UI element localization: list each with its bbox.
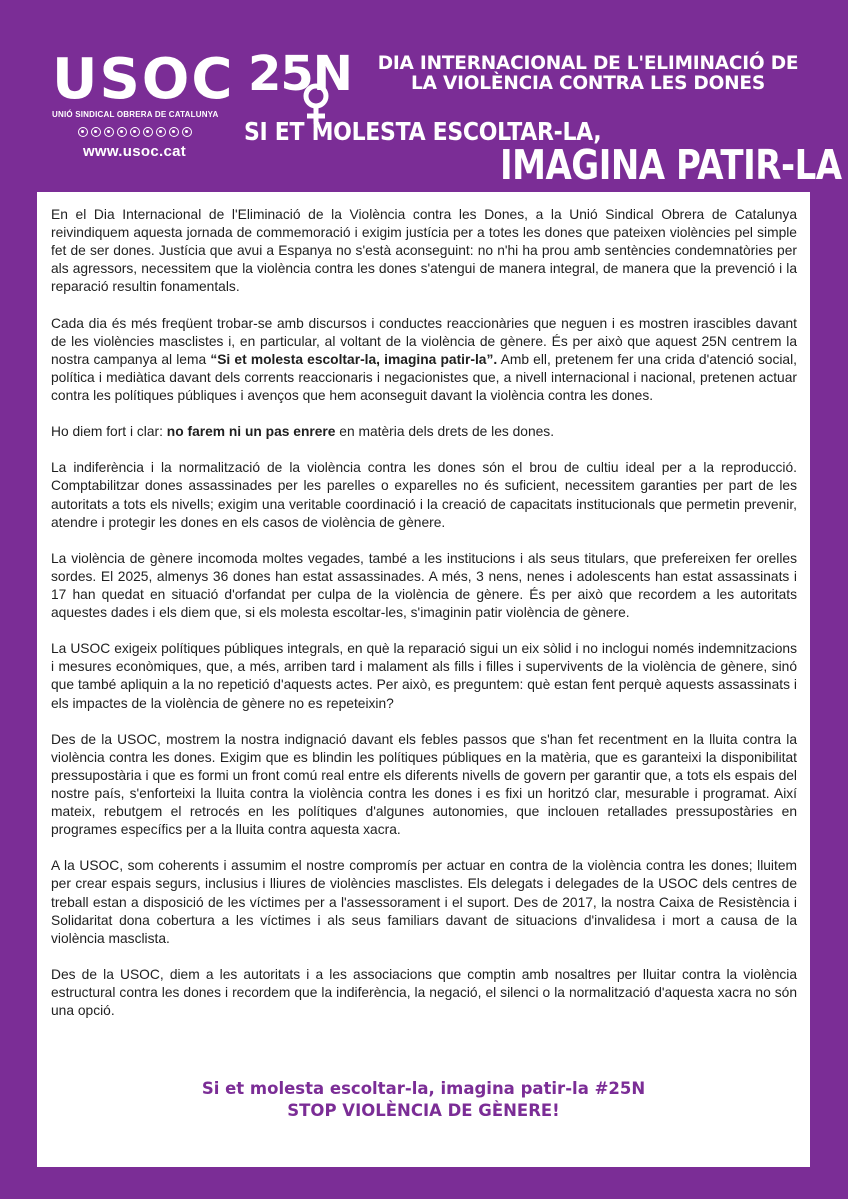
paragraph-8: A la USOC, som coherents i assumim el nostre compromís per actuar en contra de la violència contra les dones; lluitem per crear espais segurs, inclusius i lliures de violències masclistes. Els delegats i delegades de la USOC dels centres de treball estan a disposició de les víctimes per a l'assessorament i el suport. Des de 2017, la nostra Caixa de Resistència i Solidaritat dona cobertura a les víctimes i als seus familiars davant de situacions d'invalidesa i mort a causa de la violència masclista. [51,858,797,946]
footer-slogan-line1: Si et molesta escoltar-la, imagina patir-la #25N [201,1079,646,1098]
slogan-line1: SI ET MOLESTA ESCOLTAR-LA, [244,118,602,147]
bluesky-icon[interactable] [182,127,192,137]
paragraph-2-text-a: Cada dia és més freqüent trobar-se amb discursos i conductes reaccionàries que neguen i es mostren irascibles davant de les violències masclistes i, en particular, al voltant de la violència de gènere. És per això que aquest 25N centrem la nostra campanya al lema [51,315,797,367]
slogan-line2: IMAGINA PATIR-LA [500,142,842,190]
x-icon[interactable] [104,127,114,137]
paragraph-1: En el Dia Internacional de l'Eliminació de la Violència contra les Dones, a la Unió Sindical Obrera de Catalunya reivindiquem aquesta jornada de commemoració i exigim justícia per a totes les dones que pateixen violències pel simple fet de ser dones. Justícia que avui a Espanya no s'està aconseguint: no n'hi ha prou amb sentències condemnatòries per als agressors, necessitem que la violència contra les dones s'atengui de manera integral, de manera que la prevenció i la reparació resultin fonamentals. [51,207,797,295]
social-icons [52,127,217,137]
event-title-line1: DIA INTERNACIONAL DE L'ELIMINACIÓ DE [377,53,799,74]
body-text [51,206,797,1038]
paragraph-6: La USOC exigeix polítiques públiques integrals, en què la reparació sigui un eix sòlid i no inclogui només indemnitzacions i mesures econòmiques, que, a més, arriben tard i malament als fills i filles i supervivents de la violència de gènere, sinó que també apliquin a la no repetició d'aquests actes. Per això, es preguntem: què estan fent perquè aquests assassinats i els impactes de la violència de gènere no es repeteixin? [51,641,797,711]
tiktok-icon[interactable] [143,127,153,137]
whatsapp-icon[interactable] [169,127,179,137]
paragraph-3 [51,423,797,441]
facebook-icon[interactable] [78,127,88,137]
paragraph-2 [51,315,797,405]
footer-slogan-line2: STOP VIOLÈNCIA DE GÈNERE! [287,1101,560,1120]
paragraph-5: La violència de gènere incomoda moltes vegades, també a les institucions i als seus titulars, que prefereixen fer orelles sordes. El 2025, almenys 36 dones han estat assassinades. A més, 3 nens, nenes i adolescents han estat assassinats i 17 han quedat en situació d'orfandat per culpa de la violència de gènere. És per això que recordem a les autoritats aquestes dades i els diem que, si els molesta escoltar-les, s'imaginin patir violència de gènere. [51,550,797,621]
paragraph-4: La indiferència i la normalització de la violència contra les dones són el brou de cultiu ideal per a la reproducció. Comptabilitzar dones assassinades per les parelles o exparelles no és suficient, necessitem garanties per part de les autoritats a tots els nivells; exigim una veritable coordinació i la creació de capacitats institucionals que permetin prevenir, atendre i protegir les dones en els casos de violència de gènere. [51,460,797,530]
telegram-icon[interactable] [117,127,127,137]
paragraph-3-text-a: Ho diem fort i clar: [51,424,167,440]
date-25n: 25N [248,46,352,102]
website-link[interactable]: www.usoc.cat [82,143,187,160]
event-title-line2: LA VIOLÈNCIA CONTRA LES DONES [411,73,765,94]
logo-text: USOC [52,47,235,112]
header [0,0,848,190]
usoc-logo[interactable] [52,47,235,160]
logo-subtitle: UNIÓ SINDICAL OBRERA DE CATALUNYA [52,110,219,119]
paragraph-3-text-c: en matèria dels drets de les dones. [335,424,555,440]
paragraph-9: Des de la USOC, diem a les autoritats i a les associacions que comptin amb nosaltres per lluitar contra la violència estructural contra les dones i recordem que la indiferència, la negació, el silenci o la normalització d'aquesta xacra no són una opció. [51,966,797,1019]
no-step-back-emphasis: no farem ni un pas enrere [166,424,336,440]
content-panel [37,192,810,1167]
paragraph-7: Des de la USOC, mostrem la nostra indignació davant els febles passos que s'han fet recentment en la lluita contra la violència contra les dones. Exigim que es blindin les polítiques públiques en la matèria, que es garanteixi la disponibilitat pressupostària i que es formi un front comú real entre els diferents nivells de govern per garantir que, a tots els espais del nostre país, s'enforteixi la lluita contra la violència contra les dones i es fixi un horitzó clar, mesurable i programat. Així mateix, rebutgem el retrocés en les polítiques d'algunes autonomies, que inclouen retallades pressupostàries en programes específics per a la lluita contra aquesta xacra. [51,731,797,838]
footer-slogan [37,1078,810,1122]
paragraph-2-text-c: Amb ell, pretenem fer una crida d'atenció social, política i mediàtica davant dels corrents reaccionaris i negacionistes que, a nivell internacional i nacional, pretenen actuar contra les polítiques públiques i avenços que hem aconseguit davant la violència contra les dones. [51,351,798,403]
campaign-motto: “Si et molesta escoltar-la, imagina patir-la”. [210,351,498,367]
instagram-icon[interactable] [91,127,101,137]
linkedin-icon[interactable] [130,127,140,137]
event-title [368,54,808,94]
youtube-icon[interactable] [156,127,166,137]
